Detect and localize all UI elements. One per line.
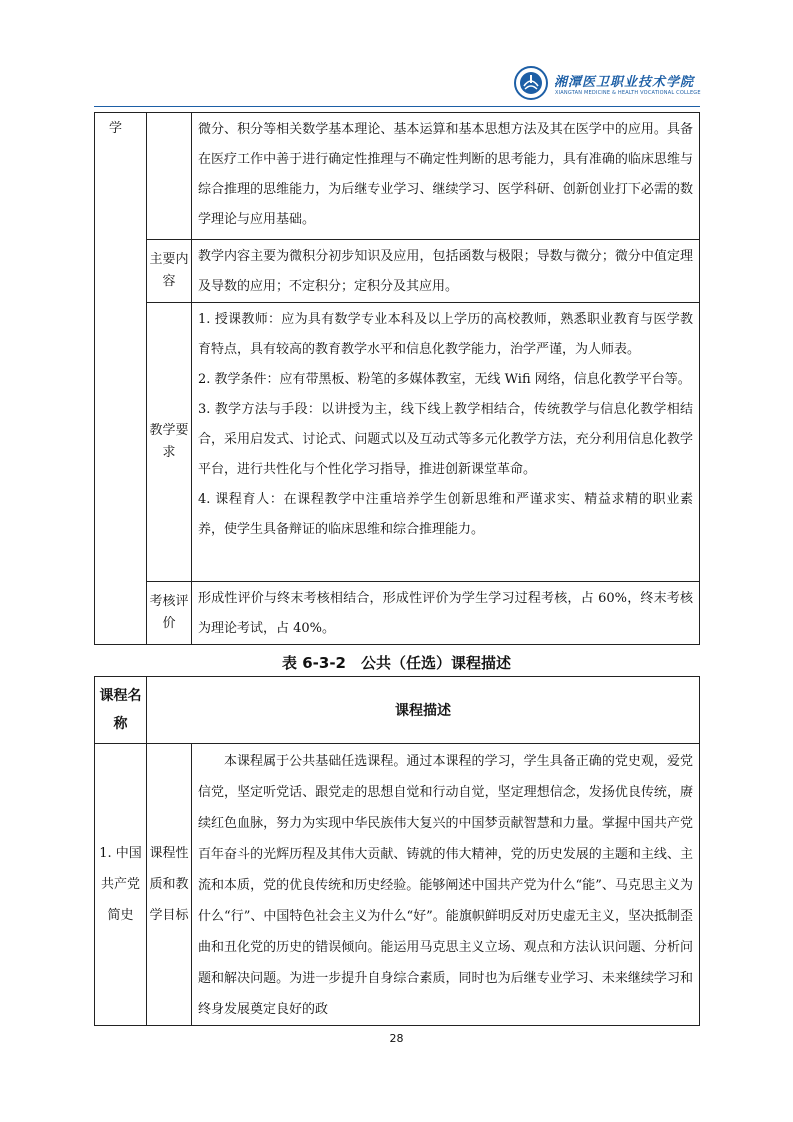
requirements-label: 教学要求	[147, 303, 192, 582]
goal-label-cell	[147, 113, 192, 240]
requirements-text	[192, 303, 700, 582]
school-name-en: XIANGTAN MEDICINE & HEALTH VOCATIONAL COLLEGE	[555, 90, 701, 96]
requirement-item: 1. 授课教师：应为具有数学专业本科及以上学历的高校教师，熟悉职业教育与医学教育特点，具有较高的教育教学水平和信息化教学能力，治学严谨，为人师表。	[198, 312, 693, 357]
requirement-item: 2. 教学条件：应有带黑板、粉笔的多媒体教室，无线 Wifi 网络，信息化教学平台等。	[198, 372, 691, 387]
table-row	[95, 582, 700, 645]
content-text: 教学内容主要为微积分初步知识及应用，包括函数与极限；导数与微分；微分中值定理及导数的应用；不定积分；定积分及其应用。	[192, 240, 700, 303]
table-header-row	[95, 677, 700, 744]
content-label: 主要内容	[147, 240, 192, 303]
table-row	[95, 113, 700, 240]
requirement-item: 4. 课程育人：在课程教学中注重培养学生创新思维和严谨求实、精益求精的职业素养，使学生具备辩证的临床思维和综合推理能力。	[198, 492, 693, 537]
course-description-text: 本课程属于公共基础任选课程。通过本课程的学习，学生具备正确的党史观，爱党信党，坚定听党话、跟党走的思想自觉和行动自觉，坚定理想信念，发扬优良传统，赓续红色血脉，努力为实现中华民族伟大复兴的中国梦贡献智慧和力量。掌握中国共产党百年奋斗的光辉历程及其伟大贡献、铸就的伟大精神，党的历史发展的主题和主线、主流和本质，党的优良传统和历史经验。能够阐述中国共产党为什么“能”、马克思主义为什么“行”、中国特色社会主义为什么“好”。能旗帜鲜明反对历史虚无主义，坚决抵制歪曲和丑化党的历史的错误倾向。能运用马克思主义立场、观点和方法认识问题、分析问题和解决问题。为进一步提升自身综合素质，同时也为后继专业学习、未来继续学习和终身发展奠定良好的政	[192, 744, 700, 1026]
requirement-item: 3. 教学方法与手段：以讲授为主，线下线上教学相结合，传统教学与信息化教学相结合，采用启发式、讨论式、问题式以及互动式等多元化教学方法，充分利用信息化教学平台，进行共性化与个性化学习指导，推进创新课堂革命。	[198, 402, 693, 477]
public-elective-course-table	[94, 676, 700, 1026]
course-name: 1. 中国共产党简史	[95, 744, 147, 1026]
school-name: 湘潭医卫职业技术学院	[554, 75, 695, 90]
school-logo	[514, 66, 701, 106]
course-table-continued	[94, 112, 700, 645]
course-nature-label: 课程性质和教学目标	[147, 744, 192, 1026]
table-row	[95, 303, 700, 582]
evaluation-text: 形成性评价与终末考核相结合，形成性评价为学生学习过程考核，占 60%，终末考核为理论考试，占 40%。	[192, 582, 700, 645]
header-course-desc: 课程描述	[147, 677, 700, 744]
course-goal-text: 微分、积分等相关数学基本理论、基本运算和基本思想方法及其在医学中的应用。具备在医疗工作中善于进行确定性推理与不确定性判断的思考能力，具有准确的临床思维与综合推理的思维能力，为后继专业学习、继续学习、医学科研、创新创业打下必需的数学理论与应用基础。	[192, 113, 700, 240]
table-row	[95, 744, 700, 1026]
course-name-fragment: 学	[109, 121, 123, 136]
header-divider	[94, 106, 700, 107]
evaluation-label: 考核评价	[147, 582, 192, 645]
course-name-cell	[95, 113, 147, 645]
school-emblem-icon	[514, 66, 548, 100]
table-row	[95, 240, 700, 303]
header-course-name: 课程名称	[95, 677, 147, 744]
table-caption: 表 6-3-2 公共（任选）课程描述	[282, 654, 511, 672]
page-number: 28	[389, 1032, 404, 1045]
